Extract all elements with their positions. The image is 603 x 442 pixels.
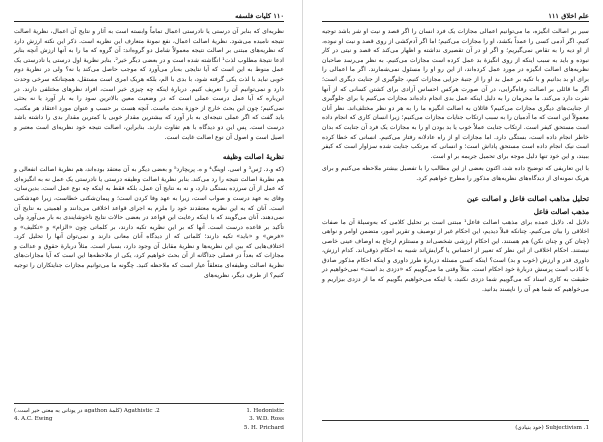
left-page-header [14, 10, 284, 22]
right-section-heading: تحلیل مذاهب اصالت فاعل و اصالت عین [467, 193, 589, 203]
right-paragraph-2: با این تعاریفی که توضیح داده شد، اکنون بعضی از این مطالب را با تفصیل بیشتر ملاحظه می‌کنیم و برای هریک نمونه‌ای از دیدگاه‌های نظریه‌های مذکور را مطرح خواهیم کرد. [322, 165, 589, 182]
right-page-header [322, 10, 589, 22]
page-gutter [302, 0, 303, 442]
right-paragraph-3: دلایل له. دلایل عمده برای مذهب اصالت فاعل¹ مبتنی است بر تحلیل کلامی که به‌وسیلهٔ آن ما صفات اخلاقی را بیان می‌کنیم. چنانکه قبلاً دیدیم، این احکام غیر از توصیف و تقریر امور، متضمن اوامر و نواهی (چنان کن و چنان نکن) هم هستند. این احکام ارزشی شخصی‌اند و مستلزم ارجاع به اوصاف عینی خاصی نیستند. احکام اخلاقی از این نظر که تعبیر از احساس یا گرایش‌اند شبیه به احکام ذوقی‌اند. کدام ارزش، داوری قدر و ارزش (خوب و بد) است؟ اینکه کسی مسئله دربارهٔ طرز داوری و اینکه احکام مذکور صادق یا کاذب است پرسش دربارهٔ خود احکام است. مثلاً وقتی ما می‌گوییم که «دزدی بد است» نمی‌خواهیم در حقیقت به کاری اسناد که می‌گوییم شما دزدی نکنید، یا اینکه می‌خواهیم بگوییم که ما از دزدی بیزاریم و می‌خواهیم که شما هم آن را ناپسند بدانید. [322, 218, 589, 293]
footnote-3: 3. W.D. Ross [249, 416, 284, 422]
left-page-running-title: کلیات فلسفه [235, 11, 272, 20]
footnote-subjectivism: 1. Subjectivism (خود بنیادی) [515, 424, 589, 431]
left-paragraph-1: نظریه‌ای که بنابر آن درستی یا نادرستی اعمال تماماً وابسته است به آثار و نتایج آن اعمال، نظریهٔ اصالت نتیجه نامیده می‌شود. نظریهٔ اصالت اعمال، نفع نمونهٔ متعارف این نظریه است. ذکر این نکته ارزش دارد که نظریه‌های مبتنی بر اصالت نتیجه معمولاً شامل دو گروه‌اند: آن گروه که ما را به آنها ارزش آنچه بنابر ادعا نتیجهٔ مطلوب لذت¹ انگاشته شده است و در بعضی دیگر خیر². بنابر نظریهٔ اول درستی یا نادرستی یک عمل منوط به این است که آیا نتایجی به‌بار می‌آورد که موجب حاصل می‌کند یا نه؟ ولی در نظریهٔ دوم خوبی نباید با لذت یکی گرفته شود، با بدی با الم، بلکه هریک امری است مستقل، همچنانکه سرخی وحدت دارد و نمی‌توانیم آن را تعریف کنیم. دربارهٔ اینکه چه چیزی خیر است، افراد نظرهای مختلفی دارند. در این‌باره که آیا عمل درست عملی است که در وضعیت معین بالاترین سود را به بار آورد یا نه بحثی نمی‌کنیم؛ چون این بحث خارج از حوزهٔ بحث ماست. آنچه هست بر حسب و عنوان مورد اعتقاد هر مکتب، باید گفت که اگر عملی نتیجه‌ای به بار آورد که بیشترین مقدار خوبی یا کمترین مقدار بدی را داشته باشد درست است. پس این دو دیدگاه با هم تفاوت دارند. بنابراین، اصالت نتیجه خود نظریه‌ای است معتبر و اصیل است و اصول آن نوع اصالت غایت است. [14, 28, 284, 141]
footnote-1: 1. Hedonistic [246, 407, 284, 414]
left-section-heading: نظریهٔ اصالت وظیفه [222, 152, 284, 162]
right-footnotes [322, 420, 589, 433]
footnote-5: 5. H. Prichard [243, 424, 284, 431]
right-page-title-number [548, 12, 589, 20]
left-page-number-title [235, 12, 284, 20]
right-subsection-heading: مذهب اصالت فاعل [533, 207, 589, 216]
footnote-4: 4. A.C. Ewing [14, 416, 53, 422]
right-paragraph-1: سیر بر اصالت انگیزه، ما می‌توانیم اعمالی مجازات یک فرد انسان را اگر قصد و نیت او شر باشد توجیه کنیم. اگر آدمی کسی را عمداً بکشد، او را مجازات می‌کنیم؛ اما اگر آدم‌کشی از روی قصد و نیت او نبوده، از او دیه را به تقاص نمی‌گیریم؛ و اگر او در آن تقصیری نداشته و اظهار می‌کند که قصد و نیتی در کار نبوده و باید به سبب اینکه از روی انگیزهٔ بد عمل کرده است مجازات می‌کنیم. به نظر می‌رسد صاحبان نظریه‌های اصالت انگیزه در مورد عمل کرده‌اند، از این رو او را مسئول نمی‌شمارند. اگر ما اعمالی را برای او بد بدانیم و با تکیه بر عمل بد او را از جنبهٔ جزایی مجازات کنیم، جلوگیری از جنایت دیگری است؛ اگر ما قائلی بر اصالت رفاه‌گرایی، در آن صورت هرکس احساس آزادی برای کشتن کسانی که از آنها نفرت دارد می‌کند. ما محرمان را به دلیل اینکه عمل بدی انجام داده‌اند مجازات می‌کنیم یا برای جلوگیری از جنایت‌های دیگری مجازات می‌کنیم؟ قائلان به اصالت انگیزه ما را به هر دو نظر مختلف‌اند. نظر آنان معمولاً این است که ما آدمیان را به سبب ارتکاب جنایات مجازات می‌کنیم؛ زیرا انسان کاری که انجام داده است مستحق کیفر است. ارتکاب جنایت عملاً خوب یا بد بودن او را به مجازات یک فرد آن جنایت که بدان خاطر انجام داده است، بستگی دارد. اما مجازات او از راه عادلانه رفتار می‌کنیم. انسانی که خطا کرده است نیک انجام داده است مستحق پاداش است؛ و انسانی که مرتکب جنایت شده سزاوار است که کیفر ببیند، و این خود تنها دلیل موجه برای تحمیل جریمه بر او است. [322, 28, 589, 160]
left-page-number: ۱۱۰ [273, 11, 284, 20]
right-page-number: ۱۱۱ [548, 11, 559, 20]
left-paragraph-2: (که و.د. رُس³ و اسی. اوینگ⁴ و ه. پریچارد⁵ و بعضی دیگر به آن معتقد بوده‌اند، هم نظریهٔ اصالت انفعالی و هم نظریهٔ اصالت نتیجه را رد می‌کند. بنابر نظریهٔ اصالت وظیفه درستی یا نادرستی یک عمل نه به انگیزه‌ای که عمل از آن سرزده بستگی دارد، و نه به نتایج آن عمل، بلکه فقط به اینکه چه نوع عمل است. بدین‌سان، وفای به عهد درست و صواب است، زیرا به عهد وفا کردن است؛ و پیمان‌شکنی خطاست، زیرا عهدشکنی است. آنان که به این نظریه معتقدند خود را ملزم به اجرای قواعد اخلاقی می‌دانند و اهمیتی به نتایج آن نمی‌دهند. آنان می‌گویند که با اینکه رعایت این قواعد در بعضی حالات نتایج ناخوشایندی به بار می‌آورد ولی تأکید بر قاعده درست است. آنها که بر این نظریه تکیه دارند، بر کلماتی چون «الزام» و «تکلیف» و «فرض» و «باید» تکیه دارند؛ کلماتی که از دیدگاه آنان معانی دارند و نمی‌توان آنها را تحلیل کرد. اختلاف‌هایی که بین این نظریه‌ها و نظریهٔ مقابل آن وجود دارد، بسیار است. مثلاً دربارهٔ حقوق و عدالت و مجازات که بعداً در فصلی جداگانه از آن بحث خواهیم کرد، یکی از ملاحظه‌ها این است که آیا مجازات‌های نظریهٔ اصالت وظیفه‌ای متعلقاً عیار است که ملاحظه کنید. چگونه ما می‌توانیم مجازات جنایتکاران را توجیه کنیم؟ از طرف دیگر، نظریه‌های [14, 166, 284, 279]
footnote-2: 2. Agathistic (کلمهٔ agathon در یونانی به معنی خیر است.) [14, 407, 160, 414]
left-footnotes [14, 403, 284, 433]
right-page [306, 0, 603, 442]
right-page-running-title: علم اخلاق [561, 11, 589, 20]
left-page [0, 0, 300, 442]
